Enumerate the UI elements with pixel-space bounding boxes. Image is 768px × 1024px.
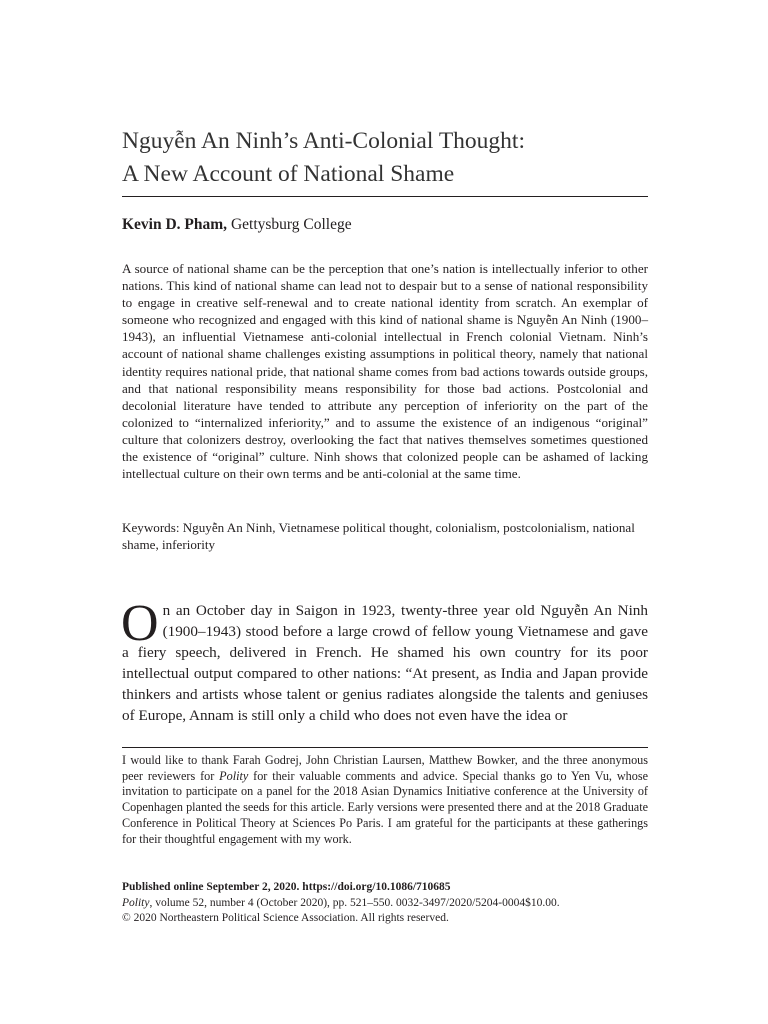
citation-line (122, 896, 648, 912)
published-online-line: Published online September 2, 2020. https://doi.org/10.1086/710685 (122, 881, 451, 893)
copyright-line: © 2020 Northeastern Political Science Association. All rights reserved. (122, 912, 449, 924)
acknowledgement-footnote (122, 753, 648, 847)
author-line (122, 216, 352, 234)
title-line-2: A New Account of National Shame (122, 161, 455, 187)
body-paragraph (121, 595, 648, 726)
footnote-journal-name: Polity (219, 768, 249, 783)
footnote-divider (122, 747, 648, 748)
article-title (122, 125, 648, 191)
drop-cap: O (121, 595, 159, 652)
title-line-1: Nguyễn An Ninh’s Anti-Colonial Thought: (122, 128, 525, 154)
citation-journal: Polity (122, 896, 150, 909)
abstract: A source of national shame can be the perception that one’s nation is intellectually inferior to other nations. This kind of national shame can lead not to despair but to a sense of national responsibility to engage in creative self-renewal and to create national identity from scratch. An exemplar of someone who recognized and engaged with this kind of national shame is Nguyễn An Ninh (1900–1943), an influential Vietnamese anti-colonial intellectual in French colonial Vietnam. Ninh’s account of national shame challenges existing assumptions in political theory, namely that national identity requires national pride, that national shame comes from bad actions towards outside groups, and that national responsibility means responsibility for those bad actions. Postcolonial and decolonial literature have tended to attribute any perception of inferiority on the part of the colonized to “internalized inferiority,” and to assume the existence of an indigenous “original” culture that colonizers destroy, overlooking the fact that natives themselves sometimes questioned the existence of “original” culture. Ninh shows that colonized people can be ashamed of lacking intellectual culture on their own terms and be anti-colonial at the same time. (122, 261, 648, 482)
publication-info (122, 880, 648, 927)
title-divider (122, 196, 648, 197)
footnote-text-part1: I would like to thank Farah Godrej, John Christian Laursen, Matthew Bowker, and the three anonymous peer reviewers for (122, 753, 648, 783)
author-affiliation: Gettysburg College (230, 216, 352, 233)
keywords: Keywords: Nguyễn An Ninh, Vietnamese political thought, colonialism, postcolonialism, national shame, inferiority (122, 520, 635, 553)
author-name: Kevin D. Pham, (122, 216, 228, 233)
citation-details: , volume 52, number 4 (October 2020), pp. 521–550. 0032-3497/2020/5204-0004$10.00. (149, 896, 560, 909)
footnote-text-part2: for their valuable comments and advice. Special thanks go to Yen Vu, whose invitation to participate on a panel for the 2018 Asian Dynamics Initiative conference at the University of Copenhagen planted the seeds for this article. Early versions were presented there and at the 2018 Graduate Conference in Political Theory at Sciences Po Paris. I am grateful for the participants at these gatherings for their thoughtful engagement with my work. (122, 768, 648, 846)
body-text: n an October day in Saigon in 1923, twenty-three year old Nguyễn An Ninh (1900–1943) stood before a large crowd of fellow young Vietnamese and gave a fiery speech, delivered in French. He shamed his own country for its poor intellectual output compared to other nations: “At present, as India and Japan provide thinkers and artists whose talent or genius radiates alongside the talents and geniuses of Europe, Annam is still only a child who does not even have the idea or (122, 602, 648, 724)
